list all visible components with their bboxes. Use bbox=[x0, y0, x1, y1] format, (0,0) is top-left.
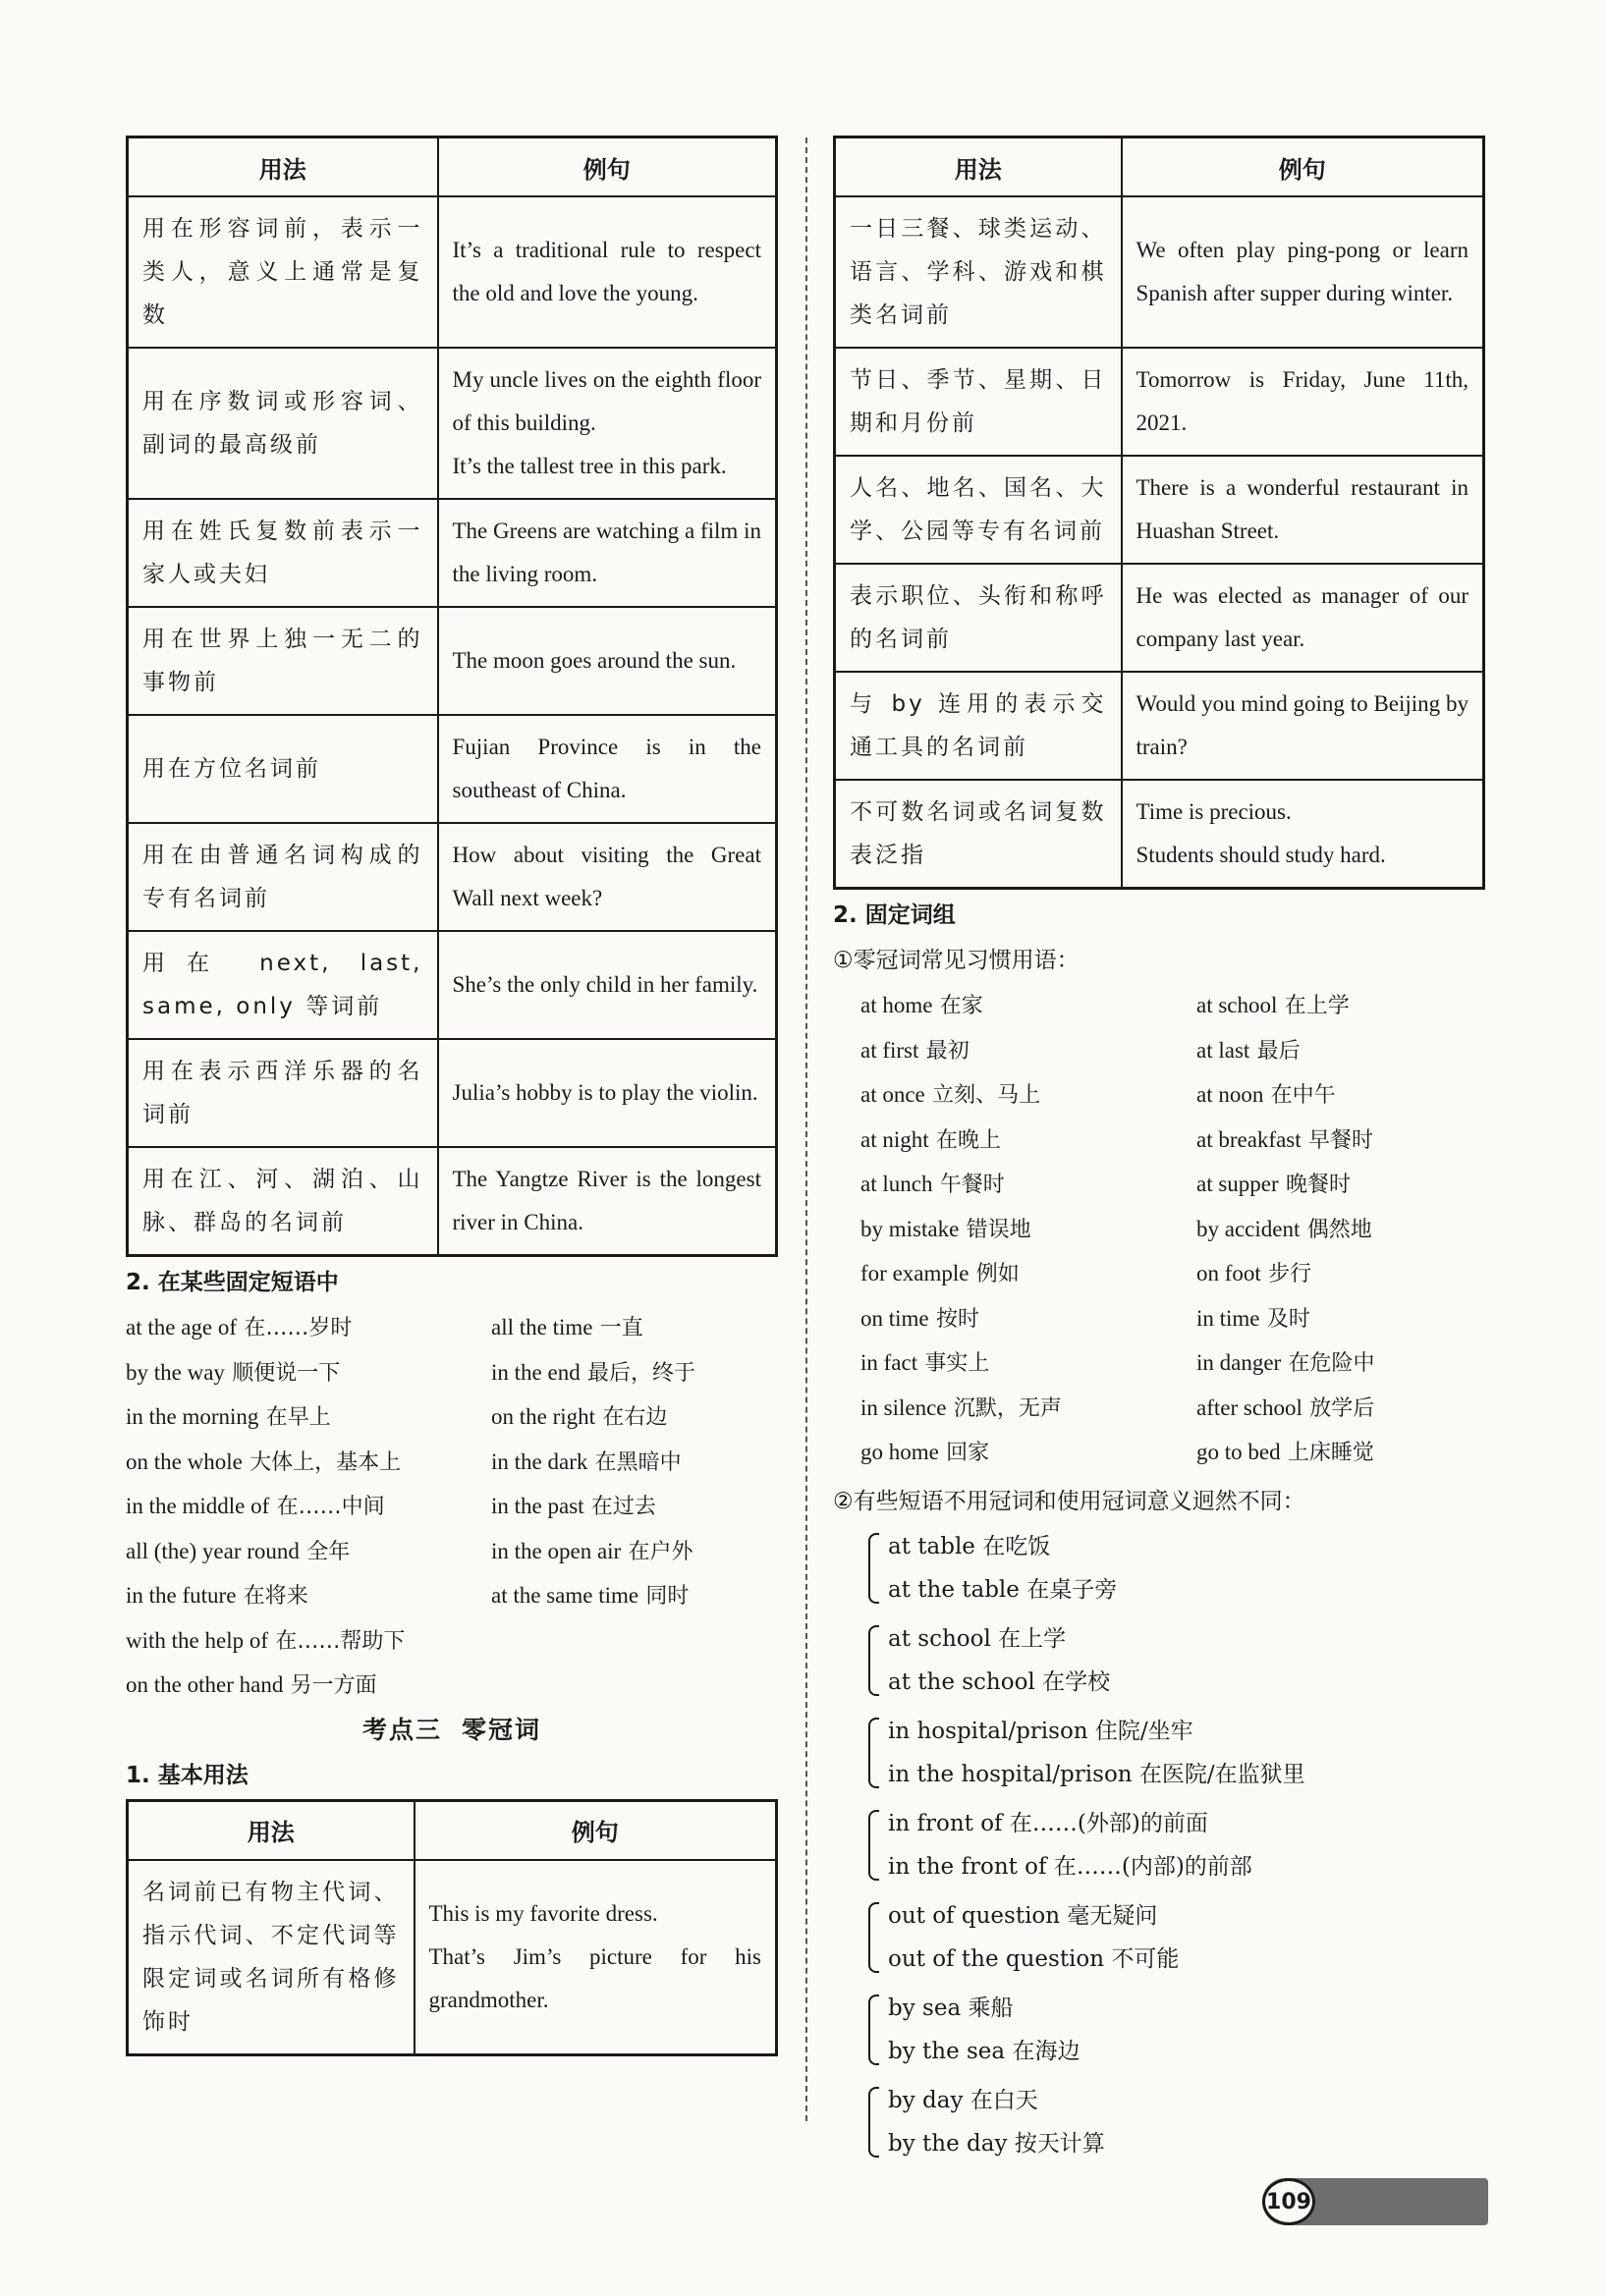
column-divider bbox=[805, 137, 807, 2121]
phrase-item: on the right 在右边 bbox=[491, 1404, 668, 1430]
phrase-item: at night 在晚上 bbox=[860, 1126, 1001, 1153]
phrase-pair: at school 在上学 at the school 在学校 bbox=[868, 1617, 1485, 1704]
phrase-pair: by day 在白天 by the day 按天计算 bbox=[868, 2079, 1485, 2165]
example-cell: The Greens are watching a film in the living room. bbox=[438, 499, 777, 607]
right-column bbox=[833, 136, 1485, 2171]
phrase-item: on foot 步行 bbox=[1196, 1261, 1312, 1286]
phrase-pair: out of question 毫无疑问 out of the question 不可能 bbox=[868, 1894, 1485, 1981]
usage-cell: 用在由普通名词构成的专有名词前 bbox=[128, 823, 438, 931]
example-cell: The moon goes around the sun. bbox=[438, 607, 777, 715]
table-row bbox=[128, 1039, 777, 1147]
zero-article-idioms-title: ①零冠词常见习惯用语： bbox=[833, 948, 1080, 973]
usage-cell: 用在姓氏复数前表示一家人或夫妇 bbox=[128, 499, 438, 607]
phrase-item: at supper 晚餐时 bbox=[1196, 1172, 1351, 1197]
table-row bbox=[128, 823, 777, 931]
usage-cell: 用在江、河、湖泊、山脉、群岛的名词前 bbox=[128, 1147, 438, 1256]
table-row bbox=[835, 348, 1484, 456]
contrast-phrases-title: ②有些短语不用冠词和使用冠词意义迥然不同： bbox=[833, 1488, 1305, 1514]
phrase-item: at breakfast 早餐时 bbox=[1196, 1126, 1373, 1153]
header-usage: 用法 bbox=[835, 137, 1122, 197]
header-usage: 用法 bbox=[128, 1800, 415, 1860]
phrase-item: at last 最后 bbox=[1196, 1037, 1301, 1064]
phrase-item: in the open air 在户外 bbox=[491, 1538, 693, 1564]
phrase-pair: in front of 在……(外部)的前面 in the front of 在……(内部)的前部 bbox=[868, 1802, 1485, 1888]
example-cell bbox=[438, 348, 777, 499]
example-cell: She’s the only child in her family. bbox=[438, 931, 777, 1039]
example-sentence: This is my favorite dress. bbox=[428, 1900, 658, 1926]
phrase-item: by mistake 错误地 bbox=[860, 1216, 1031, 1242]
phrase-item: by the way 顺便说一下 bbox=[126, 1359, 341, 1386]
table-header-row bbox=[835, 137, 1484, 197]
header-example: 例句 bbox=[1122, 137, 1484, 197]
usage-cell: 用在形容词前，表示一类人，意义上通常是复数 bbox=[128, 196, 438, 348]
table-row bbox=[128, 348, 777, 499]
usage-cell: 与 by 连用的表示交通工具的名词前 bbox=[835, 672, 1122, 780]
header-usage: 用法 bbox=[128, 137, 438, 197]
usage-cell: 人名、地名、国名、大学、公园等专有名词前 bbox=[835, 456, 1122, 564]
fixed-phrases-title: 2. 固定词组 bbox=[833, 902, 956, 928]
point3-title: 考点三 零冠词 bbox=[361, 1715, 542, 1744]
header-example: 例句 bbox=[438, 137, 777, 197]
phrase-item: go home 回家 bbox=[860, 1440, 990, 1465]
usage-cell: 名词前已有物主代词、指示代词、不定代词等限定词或名词所有格修饰时 bbox=[128, 1860, 415, 2055]
phrase-empty bbox=[491, 1619, 778, 1665]
example-cell: It’s a traditional rule to respect the old and love the young. bbox=[438, 196, 777, 348]
table-row bbox=[835, 672, 1484, 780]
usage-cell: 用在序数词或形容词、副词的最高级前 bbox=[128, 348, 438, 499]
usage-cell: 不可数名词或名词复数表泛指 bbox=[835, 780, 1122, 889]
phrase-item: in the past 在过去 bbox=[491, 1494, 656, 1519]
example-cell: Tomorrow is Friday, June 11th, 2021. bbox=[1122, 348, 1484, 456]
example-cell: We often play ping-pong or learn Spanish after supper during winter. bbox=[1122, 196, 1484, 348]
table-header-row bbox=[128, 1800, 777, 1860]
phrase-item: in the middle of 在……中间 bbox=[126, 1494, 385, 1519]
example-cell: There is a wonderful restaurant in Huashan Street. bbox=[1122, 456, 1484, 564]
usage-cell: 用在世界上独一无二的事物前 bbox=[128, 607, 438, 715]
zero-article-basic-table bbox=[126, 1799, 778, 2056]
phrase-item: at school 在上学 bbox=[1196, 993, 1350, 1018]
phrase-item: on time 按时 bbox=[860, 1305, 979, 1332]
table-row bbox=[128, 715, 777, 823]
zero-article-idioms-list bbox=[833, 984, 1485, 1476]
phrase-pair: in hospital/prison 住院/坐牢 in the hospital/prison 在医院/在监狱里 bbox=[868, 1710, 1485, 1796]
example-cell: How about visiting the Great Wall next week? bbox=[438, 823, 777, 931]
usage-cell: 用在 next, last, same, only 等词前 bbox=[128, 931, 438, 1039]
table-row bbox=[835, 564, 1484, 672]
definite-article-usage-table bbox=[126, 136, 778, 1257]
example-sentence: My uncle lives on the eighth floor of this building. bbox=[452, 367, 761, 435]
example-cell: He was elected as manager of our company last year. bbox=[1122, 564, 1484, 672]
example-cell: The Yangtze River is the longest river in China. bbox=[438, 1147, 777, 1256]
phrase-item: at home 在家 bbox=[860, 993, 983, 1018]
phrase-item: at noon 在中午 bbox=[1196, 1082, 1336, 1108]
usage-cell: 用在表示西洋乐器的名词前 bbox=[128, 1039, 438, 1147]
phrase-item: by accident 偶然地 bbox=[1196, 1216, 1372, 1242]
phrase-item: at first 最初 bbox=[860, 1037, 970, 1064]
example-sentence: Students should study hard. bbox=[1136, 843, 1386, 867]
phrase-item: all (the) year round 全年 bbox=[126, 1538, 351, 1564]
phrase-item: at once 立刻、马上 bbox=[860, 1082, 1041, 1108]
example-sentence: That’s Jim’s picture for his grandmother. bbox=[428, 1943, 761, 2012]
table-header-row bbox=[128, 137, 777, 197]
phrase-item: after school 放学后 bbox=[1196, 1394, 1375, 1421]
usage-cell: 节日、季节、星期、日期和月份前 bbox=[835, 348, 1122, 456]
usage-cell: 用在方位名词前 bbox=[128, 715, 438, 823]
phrase-item: at the age of 在……岁时 bbox=[126, 1315, 353, 1340]
phrase-item: for example 例如 bbox=[860, 1261, 1020, 1286]
fixed-phrases-list bbox=[126, 1306, 778, 1709]
left-column bbox=[126, 136, 778, 2056]
phrase-item: on the whole 大体上，基本上 bbox=[126, 1449, 402, 1475]
table-row bbox=[128, 1860, 777, 2055]
phrase-item: with the help of 在……帮助下 bbox=[126, 1627, 406, 1654]
example-sentence: It’s the tallest tree in this park. bbox=[452, 454, 727, 478]
usage-cell: 一日三餐、球类运动、语言、学科、游戏和棋类名词前 bbox=[835, 196, 1122, 348]
section-title-fixed-phrases: 2. 在某些固定短语中 bbox=[126, 1270, 339, 1295]
phrase-item: in the end 最后，终于 bbox=[491, 1359, 696, 1386]
phrase-item: go to bed 上床睡觉 bbox=[1196, 1440, 1374, 1465]
phrase-item: in fact 事实上 bbox=[860, 1350, 990, 1376]
page-number: 109 bbox=[1262, 2178, 1315, 2225]
phrase-item: at the same time 同时 bbox=[491, 1583, 690, 1609]
phrase-item: all the time 一直 bbox=[491, 1315, 643, 1340]
zero-article-usage-table bbox=[833, 136, 1485, 890]
contrast-phrase-pairs bbox=[833, 1525, 1485, 2165]
table-row bbox=[835, 780, 1484, 889]
table-row bbox=[128, 607, 777, 715]
phrase-item: in the morning 在早上 bbox=[126, 1404, 331, 1430]
phrase-item: on the other hand 另一方面 bbox=[126, 1672, 377, 1698]
example-cell: Fujian Province is in the southeast of China. bbox=[438, 715, 777, 823]
phrase-item: in time 及时 bbox=[1196, 1305, 1310, 1332]
table-row bbox=[835, 196, 1484, 348]
example-cell bbox=[415, 1860, 777, 2055]
example-sentence: Time is precious. bbox=[1136, 799, 1292, 824]
table-row bbox=[128, 1147, 777, 1256]
table-row bbox=[835, 456, 1484, 564]
phrase-empty bbox=[491, 1664, 778, 1709]
example-cell: Julia’s hobby is to play the violin. bbox=[438, 1039, 777, 1147]
phrase-item: in the future 在将来 bbox=[126, 1583, 308, 1609]
table-row bbox=[128, 931, 777, 1039]
phrase-item: in the dark 在黑暗中 bbox=[491, 1449, 682, 1475]
phrase-pair: at table 在吃饭 at the table 在桌子旁 bbox=[868, 1525, 1485, 1612]
usage-cell: 表示职位、头衔和称呼的名词前 bbox=[835, 564, 1122, 672]
phrase-item: in silence 沉默，无声 bbox=[860, 1394, 1062, 1421]
table-row bbox=[128, 499, 777, 607]
example-cell bbox=[1122, 780, 1484, 889]
phrase-item: in danger 在危险中 bbox=[1196, 1350, 1375, 1376]
example-cell: Would you mind going to Beijing by train? bbox=[1122, 672, 1484, 780]
table-row bbox=[128, 196, 777, 348]
phrase-item: at lunch 午餐时 bbox=[860, 1172, 1005, 1197]
basic-usage-title: 1. 基本用法 bbox=[126, 1762, 249, 1788]
header-example: 例句 bbox=[415, 1800, 777, 1860]
phrase-pair: by sea 乘船 by the sea 在海边 bbox=[868, 1987, 1485, 2073]
